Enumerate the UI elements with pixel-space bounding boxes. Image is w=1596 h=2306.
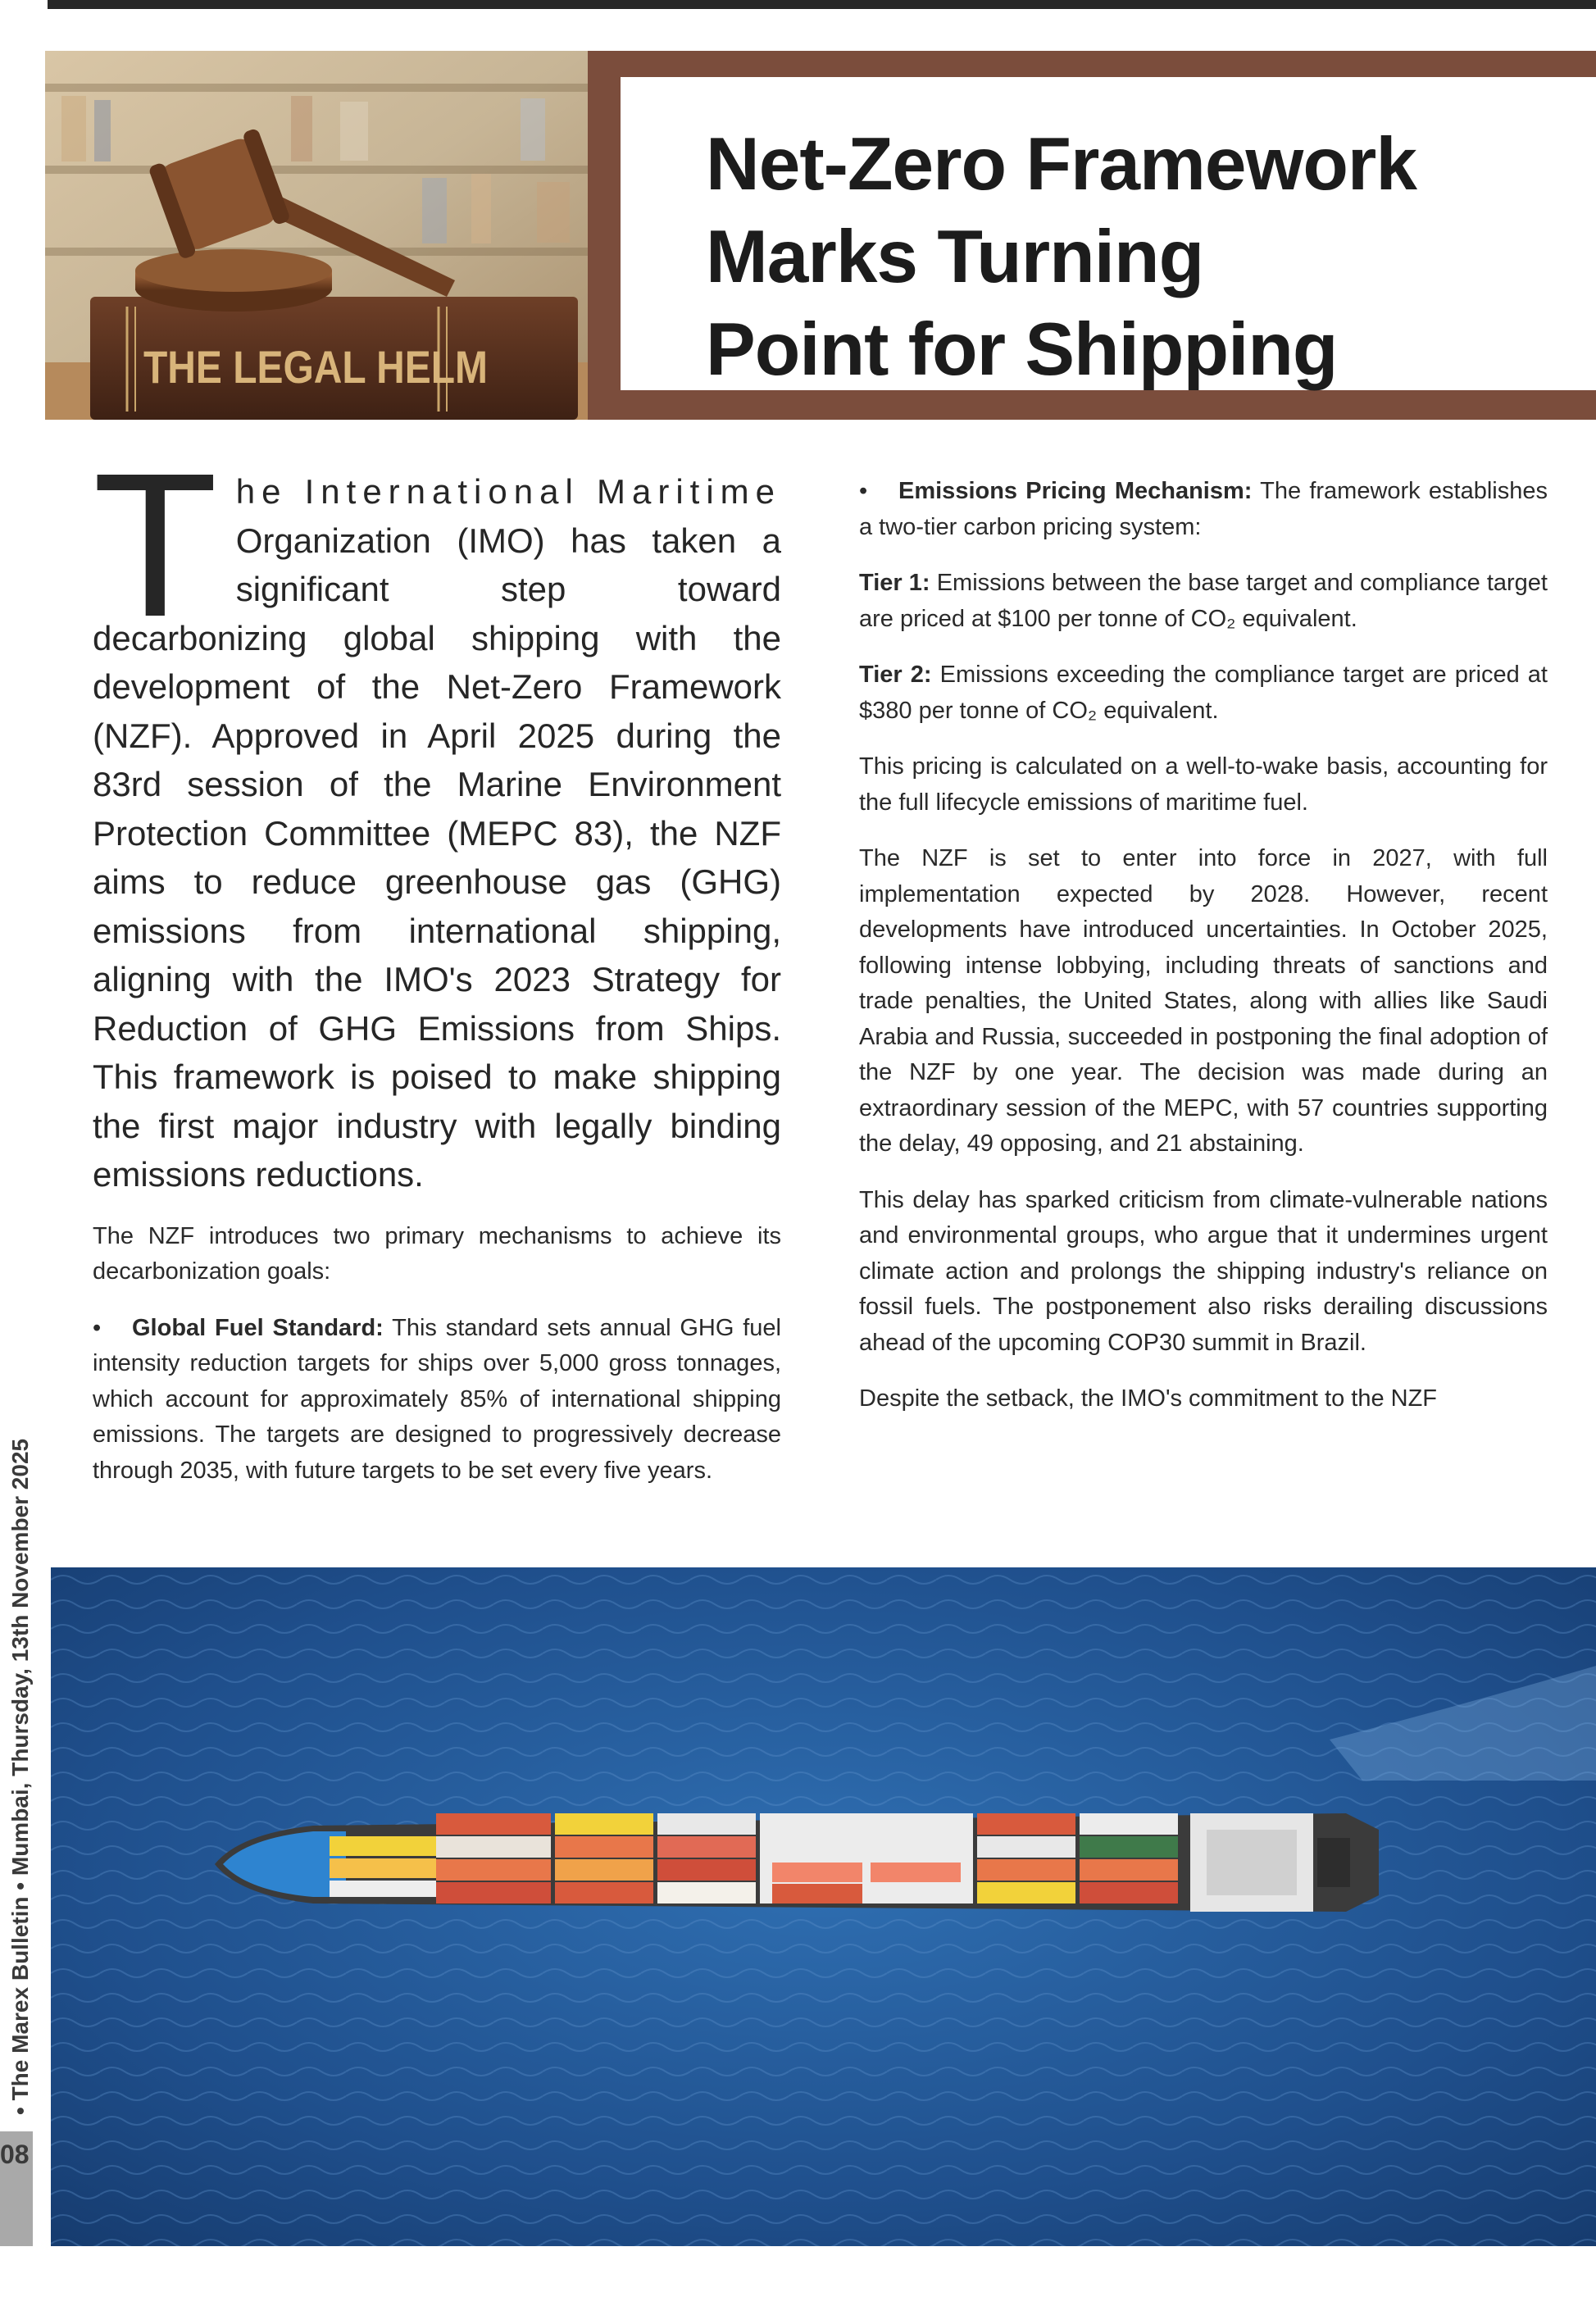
tier1-paragraph: [859, 566, 1548, 637]
tier2-label: Tier 2:: [859, 662, 932, 688]
tier2-text: Emissions exceeding the compliance target are priced at $380 per tonne of CO₂ equivalent.: [859, 662, 1548, 724]
intro-paragraph: The NZF introduces two primary mechanisms to achieve its decarbonization goals:: [93, 1222, 781, 1285]
epm-paragraph: [859, 474, 1548, 545]
title-line-1: Net-Zero Framework: [706, 123, 1416, 206]
page-number-box: [0, 2131, 33, 2246]
title-line-3: Point for Shipping: [706, 308, 1338, 391]
pricing-basis-paragraph: This pricing is calculated on a well-to-wake basis, accounting for the full lifecycle emissions of maritime fuel.: [859, 753, 1548, 816]
top-rule: [48, 0, 1596, 9]
title-box: [621, 77, 1596, 390]
gfs-paragraph: [93, 1311, 781, 1490]
bullet-icon: •: [93, 1314, 102, 1341]
tier1-label: Tier 1:: [859, 570, 930, 596]
badge-text: THE LEGAL HELM: [143, 341, 488, 393]
entry-force-paragraph: The NZF is set to enter into force in 2027, with full implementation expected by 2028. However, recent developments have introduced uncertainties. In October 2025, following intense lobbying, including threats of sanctions and trade penalties, the United States, along with allies like Saudi Arabia and Russia, succeeded in postponing the final adoption of the NZF by one year. The decision was made during an extraordinary session of the MEPC, with 57 countries supporting the delay, 49 opposing, and 21 abstaining.: [859, 845, 1548, 1157]
title-line-2: Marks Turning: [706, 216, 1204, 298]
drop-cap: T: [93, 430, 218, 659]
despite-paragraph: Despite the setback, the IMO's commitment to the NZF: [859, 1385, 1438, 1412]
side-strip: [0, 1438, 33, 2123]
epm-text: The framework establishes a two-tier carbon pricing system:: [859, 478, 1548, 540]
publication-line: • The Marex Bulletin • Mumbai, Thursday, 13th November 2025: [7, 1438, 33, 2115]
legal-helm-photo: [45, 51, 588, 420]
criticism-paragraph: This delay has sparked criticism from climate-vulnerable nations and environmental groups, who argue that it undermines urgent climate action and prolongs the shipping industry's reliance on fossil fuels. The postponement also risks derailing discussions ahead of the upcoming COP30 summit in Brazil.: [859, 1186, 1548, 1356]
container-ship-photo: [51, 1567, 1596, 2246]
tier2-paragraph: [859, 657, 1548, 729]
gfs-label: Global Fuel Standard:: [132, 1314, 384, 1341]
article-title: [706, 118, 1575, 396]
page-number: 08: [0, 2140, 30, 2169]
left-column: [93, 430, 781, 1509]
article-header: [45, 51, 1596, 420]
gfs-text: This standard sets annual GHG fuel intensity reduction targets for ships over 5,000 gross tonnages, which account for approximately 85% of international shipping emissions. The targets are designed to progressively decrease through 2035, with future targets to be set every five years.: [93, 1314, 781, 1484]
lead-first-line: he International Maritime: [235, 472, 781, 511]
tier1-text: Emissions between the base target and compliance target are priced at $100 per tonne of CO₂ equivalent.: [859, 570, 1548, 632]
lead-text: Organization (IMO) has taken a significant step toward decarbonizing global shipping with the development of the Net-Zero Framework (NZF). Approved in April 2025 during the 83rd session of the Marine Environment Protection Committee (MEPC 83), the NZF aims to reduce greenhouse gas (GHG) emissions from international shipping, aligning with the IMO's 2023 Strategy for Reduction of GHG Emissions from Ships. This framework is poised to make shipping the first major industry with legally binding emissions reductions.: [93, 521, 781, 1194]
lead-paragraph: [93, 430, 781, 1199]
epm-label: Emissions Pricing Mechanism:: [898, 478, 1253, 504]
bullet-icon: •: [859, 478, 868, 504]
right-column: [859, 474, 1548, 1438]
